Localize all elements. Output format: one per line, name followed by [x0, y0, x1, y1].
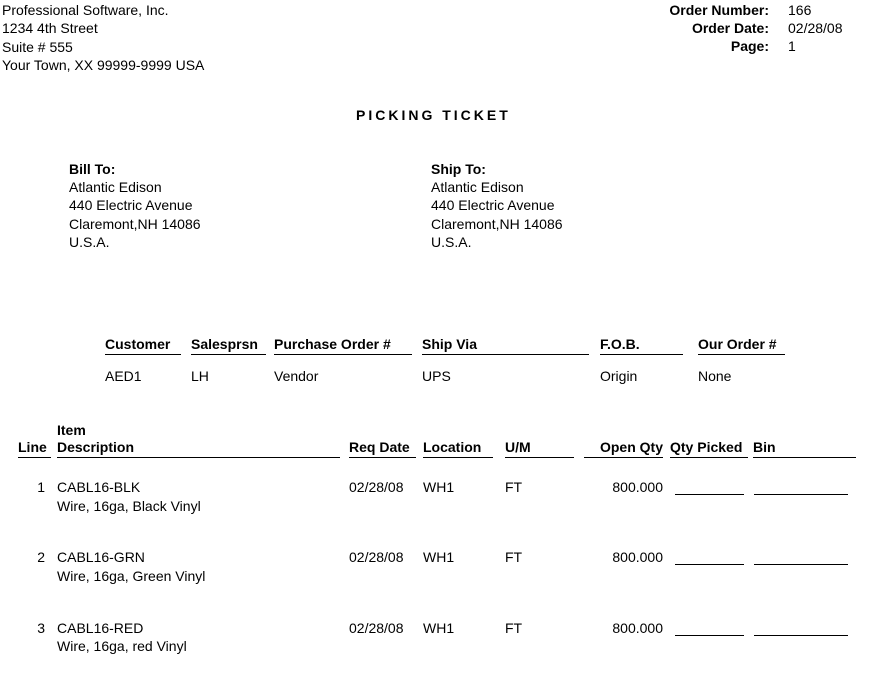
open-qty: 800.000 [612, 479, 663, 495]
company-name: Professional Software, Inc. [2, 2, 169, 18]
ship-to-name: Atlantic Edison [431, 179, 524, 195]
location: WH1 [423, 479, 455, 495]
req-date: 02/28/08 [349, 549, 404, 565]
bin-blank [754, 635, 848, 636]
ship-to-label: Ship To: [431, 161, 486, 177]
bill-to-country: U.S.A. [69, 234, 110, 250]
location: WH1 [423, 620, 455, 636]
bin-blank [754, 494, 848, 495]
fob-value: Origin [600, 368, 638, 384]
company-suite: Suite # 555 [2, 39, 73, 55]
ship-via-header: Ship Via [422, 335, 589, 355]
company-city: Your Town, XX 99999-9999 USA [2, 57, 205, 73]
description-header: Description [57, 438, 340, 458]
page-value: 1 [788, 38, 796, 54]
item-description: Wire, 16ga, Black Vinyl [57, 498, 201, 514]
open-qty-header: Open Qty [584, 438, 663, 458]
fob-header: F.O.B. [600, 335, 683, 355]
ship-to-city: Claremont,NH 14086 [431, 216, 563, 232]
unit-of-measure: FT [505, 549, 523, 565]
line-number: 3 [37, 620, 45, 636]
salesperson-header: Salesprsn [191, 335, 266, 355]
unit-of-measure: FT [505, 479, 523, 495]
order-date-value: 02/28/08 [788, 20, 843, 36]
unit-of-measure: FT [505, 620, 523, 636]
our-order-value: None [698, 368, 732, 384]
item-description: Wire, 16ga, Green Vinyl [57, 568, 206, 584]
bill-to-street: 440 Electric Avenue [69, 197, 193, 213]
bill-to-label: Bill To: [69, 161, 116, 177]
ship-via-value: UPS [422, 368, 451, 384]
our-order-header: Our Order # [698, 335, 785, 355]
customer-value: AED1 [105, 368, 142, 384]
page-label: Page: [730, 38, 769, 54]
qty-picked-blank [675, 494, 744, 495]
item-code: CABL16-BLK [57, 479, 141, 495]
req-date: 02/28/08 [349, 620, 404, 636]
bill-to-city: Claremont,NH 14086 [69, 216, 201, 232]
bin-header: Bin [753, 438, 856, 458]
req-date: 02/28/08 [349, 479, 404, 495]
open-qty: 800.000 [612, 620, 663, 636]
company-street: 1234 4th Street [2, 20, 98, 36]
item-code: CABL16-RED [57, 620, 144, 636]
document-title: PICKING TICKET [356, 107, 511, 123]
qty-picked-blank [675, 564, 744, 565]
customer-header: Customer [105, 335, 181, 355]
item-header: Item [57, 422, 86, 438]
order-number-value: 166 [788, 2, 812, 18]
qty-picked-blank [675, 635, 744, 636]
purchase-order-value: Vendor [274, 368, 319, 384]
order-date-label: Order Date: [691, 20, 769, 36]
item-code: CABL16-GRN [57, 549, 145, 565]
open-qty: 800.000 [612, 549, 663, 565]
bill-to-name: Atlantic Edison [69, 179, 162, 195]
bin-blank [754, 564, 848, 565]
ship-to-street: 440 Electric Avenue [431, 197, 555, 213]
order-number-label: Order Number: [669, 2, 769, 18]
item-description: Wire, 16ga, red Vinyl [57, 638, 187, 654]
line-number: 2 [37, 549, 45, 565]
line-number: 1 [37, 479, 45, 495]
location: WH1 [423, 549, 455, 565]
req-date-header: Req Date [349, 438, 416, 458]
um-header: U/M [505, 438, 574, 458]
ship-to-country: U.S.A. [431, 234, 472, 250]
salesperson-value: LH [191, 368, 209, 384]
line-header: Line [18, 438, 51, 458]
purchase-order-header: Purchase Order # [274, 335, 412, 355]
qty-picked-header: Qty Picked [670, 438, 748, 458]
location-header: Location [423, 438, 493, 458]
